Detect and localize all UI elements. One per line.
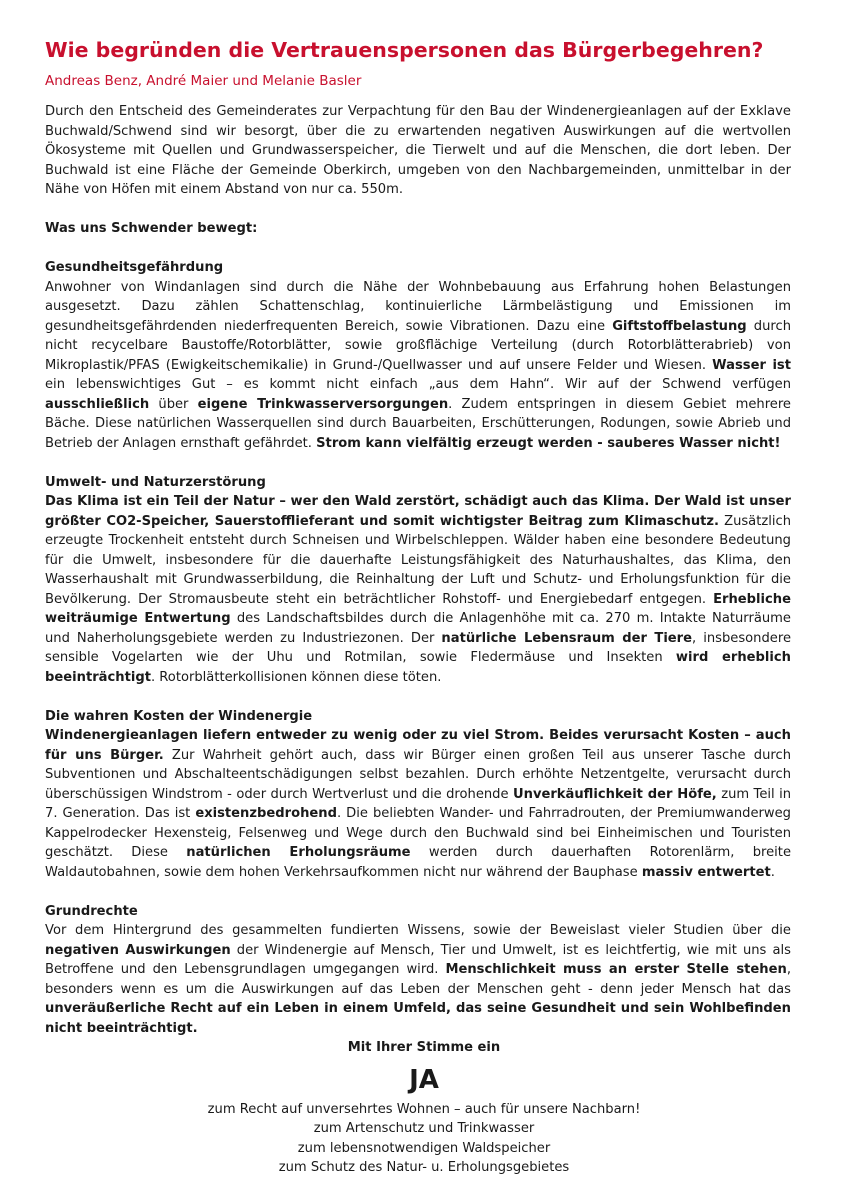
emphasized-text: Menschlichkeit muss an erster Stelle stehen [445,962,787,977]
body-text: Zusätzlich erzeugte Trockenheit entsteht durch Schneisen und Wirbelschleppen. Wälder haben eine besondere Bedeutung für die Umwelt, insbesondere für die dauerhafte Leistungsfähigkeit des Naturhaushaltes, das Klima, den Wasserhaushalt mit Grundwasserbildung, die Reinhaltung der Luft und Schutz- und Erholungsfunktion für die Bevölkerung. Der Stromausbeute steht ein beträchtlicher Rohstoff- und Energiebedarf entgegen. [45,513,791,607]
emphasized-text: unveräußerliche Recht auf ein Leben in einem Umfeld, das seine Gesundheit und sein Wohlbefinden nicht beeinträchtigt. [45,1001,791,1036]
body-text: . [770,864,775,880]
emphasized-text: Windenergieanlagen liefern entweder zu wenig oder zu viel Strom. Beides verursacht Kosten – auch für uns Bürger. [45,728,791,763]
emphasized-text: eigene Trinkwasserversorgungen [197,396,449,412]
authors-line: Andreas Benz, André Maier und Melanie Basler [45,73,362,89]
section-heading: Die wahren Kosten der Windenergie [45,708,313,724]
body-text: ein lebenswichtiges Gut – es kommt nicht einfach „aus dem Hahn“. Wir auf der Schwend verfügen [45,377,791,392]
body-text: , insbesondere sensible Vogelarten wie der Uhu und Rotmilan, sowie Fledermäuse und Insekten [45,630,791,665]
emphasized-text: wird erheblich beeinträchtigt [45,650,791,685]
section-body [45,278,791,454]
spacer [45,453,791,473]
body-text: . Rotorblätterkollisionen können diese töten. [150,669,442,685]
spacer [45,239,791,259]
body-text: Zur Wahrheit gehört auch, dass wir Bürger einen großen Teil aus unserer Tasche durch Subventionen und Abschalteentschädigungen selbst bezahlen. Durch erhöhte Netzentgelte, verursacht durch überschüssigen Windstrom - oder durch Wertverlust und die drohende [45,747,791,802]
closing-vote: JA [409,1064,439,1095]
section-heading: Gesundheitsgefährdung [45,260,224,275]
section-body [45,492,791,687]
emphasized-text: Erhebliche weiträumige Entwertung [45,591,791,626]
closing-lead: Mit Ihrer Stimme ein [347,1040,501,1055]
section-heading: Umwelt- und Naturzerstörung [45,474,266,490]
body-text: Anwohner von Windanlagen sind durch die Nähe der Wohnbebauung aus Erfahrung hohen Belastungen ausgesetzt. Dazu zählen Schattenschlag, kontinuierliche Lärmbelästigung und Emissionen im gesundheitsgefährdenden niederfrequenten Bereich, sowie Vibrationen. Dazu eine [45,279,791,334]
emphasized-text: Wasser ist [712,357,791,373]
emphasized-text: massiv entwertet [641,864,771,880]
emphasized-text: natürliche Lebensraum der Tiere [441,630,693,646]
closing-line: zum Artenschutz und Trinkwasser [313,1121,535,1136]
spacer [45,882,791,902]
body-text: , besonders wenn es um die Auswirkungen auf das Leben der Menschen geht - denn jeder Mensch hat das [45,962,791,997]
section-body [45,726,791,882]
emphasized-text: Das Klima ist ein Teil der Natur – wer den Wald zerstört, schädigt auch das Klima. Der Wald ist unser größter CO2-Speicher, Sauerstofflieferant und somit wichtigster Beitrag zum Klimaschutz. [45,494,791,529]
body-text: zum Teil in 7. Generation. Das ist [45,786,792,821]
body-text: des Landschaftsbildes durch die Anlagenhöhe mit ca. 270 m. Intakte Naturräume und Naherholungsgebiete werden zu Industriezonen. Der [45,611,791,646]
intro-paragraph: Durch den Entscheid des Gemeinderates zur Verpachtung für den Bau der Windenergieanlagen auf der Exklave Buchwald/Schwend sind wir besorgt, über die zu erwartenden negativen Auswirkungen auf die wertvollen Ökosysteme mit Quellen und Grundwasserspeicher, die Tierwelt und auf die Menschen, die dort leben. Der Buchwald ist eine Fläche der Gemeinde Oberkirch, umgeben von den Nachbargemeinden, unmittelbar in der Nähe von Höfen mit einem Abstand von nur ca. 550m. [45,104,791,197]
emphasized-text: Unverkäuflichkeit der Höfe, [512,786,717,802]
document-title: Wie begründen die Vertrauenspersonen das Bürgerbegehren? [45,38,764,62]
body-text: der Windenergie auf Mensch, Tier und Umwelt, ist es leichtfertig, wie mit uns als Betroffene und den Lebensgrundlagen umgegangen wird. [45,942,792,977]
emphasized-text: ausschließlich [45,396,150,412]
section-body [45,921,791,1038]
section-heading: Grundrechte [45,903,138,919]
closing-line: zum Recht auf unversehrtes Wohnen – auch für unsere Nachbarn! [207,1101,641,1117]
body-text: . Die beliebten Wander- und Fahrradrouten, der Premiumwanderweg Kappelrodecker Hexensteig, Felsenweg und Wege durch den Buchwald sind bei Einheimischen und Touristen geschätzt. Diese [45,806,791,860]
body-text: . Zudem entspringen in diesem Gebiet mehrere Bäche. Diese natürlichen Wasserquellen sind durch Bauarbeiten, Erschütterungen, Rodungen, sowie Abrieb und Betrieb der Anlagen ernsthaft gefährdet. [45,396,791,451]
closing-line: zum lebensnotwendigen Waldspeicher [297,1140,551,1156]
sections-container [45,239,791,1039]
body-text: durch nicht recycelbare Baustoffe/Rotorblätter, sowie großflächige Verteilung (durch Rotorblätterabrieb) von Mikroplastik/PFAS (Ewigkeitschemikalie) in Grund-/Quellwasser und auf unsere Felder und Wiesen. [45,318,791,373]
closing-line: zum Schutz des Natur- u. Erholungsgebietes [278,1160,570,1175]
body-text: werden durch dauerhaften Rotorenlärm, breite Waldautobahnen, sowie dem hohen Verkehrsaufkommen nicht nur während der Bauphase [45,845,791,880]
spacer [45,687,791,707]
spacer [45,200,791,220]
body-text: Vor dem Hintergrund des gesammelten fundierten Wissens, sowie der Beweislast vieler Studien über die [45,923,791,938]
emphasized-text: Strom kann vielfältig erzeugt werden - sauberes Wasser nicht! [316,435,781,451]
closing-block [0,1038,848,1178]
concern-heading: Was uns Schwender bewegt: [45,221,258,236]
emphasized-text: existenzbedrohend [195,806,337,821]
emphasized-text: natürlichen Erholungsräume [186,845,411,860]
emphasized-text: negativen Auswirkungen [45,942,231,958]
body-text: über [149,396,198,412]
emphasized-text: Giftstoffbelastung [612,318,747,334]
